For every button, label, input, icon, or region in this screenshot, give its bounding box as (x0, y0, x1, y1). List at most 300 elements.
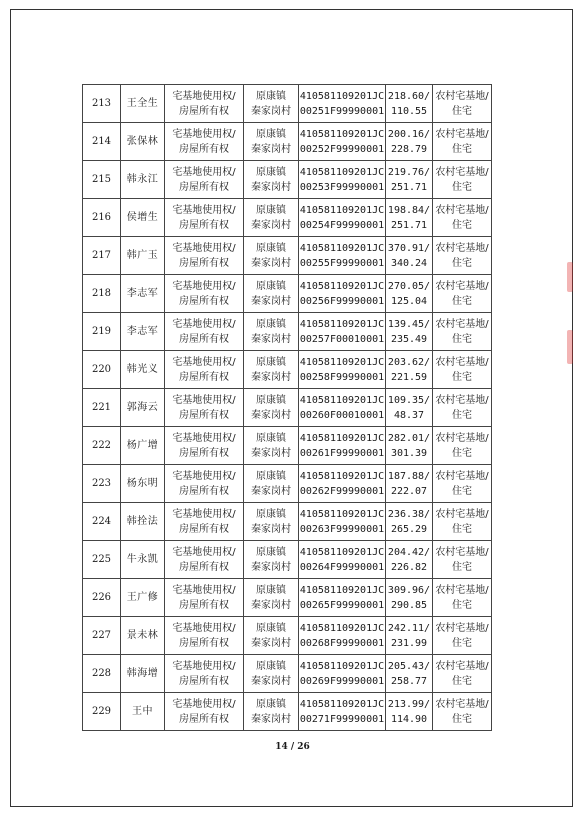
cell-unit-code-line: 00261F99990001 (299, 447, 385, 459)
cell-number: 223 (83, 465, 121, 503)
cell-unit-code-line: 410581109201JC (299, 90, 385, 102)
cell-unit-code (299, 351, 386, 389)
cell-area-line: 242.11/ (387, 622, 431, 634)
cell-right-type-line: 宅基地使用权/ (172, 128, 236, 140)
cell-location-line: 原康镇 (256, 698, 286, 710)
table-row (83, 123, 492, 161)
cell-number: 219 (83, 313, 121, 351)
cell-usage (433, 123, 492, 161)
cell-location-line: 秦家岗村 (251, 523, 291, 535)
cell-area-line: 109.35/ (387, 394, 431, 406)
cell-location-line: 秦家岗村 (251, 561, 291, 573)
cell-usage-line: 农村宅基地/ (435, 242, 489, 254)
cell-owner-name: 郭海云 (121, 389, 165, 427)
cell-location-line: 原康镇 (256, 622, 286, 634)
cell-right-type-line: 宅基地使用权/ (172, 318, 236, 330)
cell-unit-code-line: 410581109201JC (299, 546, 385, 558)
cell-usage (433, 541, 492, 579)
table-row (83, 465, 492, 503)
cell-owner-name: 韩广玉 (121, 237, 165, 275)
cell-usage-line: 农村宅基地/ (435, 166, 489, 178)
cell-area-line: 226.82 (390, 561, 428, 573)
cell-right-type-line: 房屋所有权 (179, 485, 229, 497)
cell-right-type (165, 161, 244, 199)
cell-owner-name: 王中 (121, 693, 165, 731)
cell-usage-line: 农村宅基地/ (435, 128, 489, 140)
cell-usage (433, 579, 492, 617)
cell-unit-code-line: 410581109201JC (299, 128, 385, 140)
cell-unit-code (299, 85, 386, 123)
table-row (83, 161, 492, 199)
table-row (83, 313, 492, 351)
cell-right-type-line: 宅基地使用权/ (172, 280, 236, 292)
cell-area-line: 309.96/ (387, 584, 431, 596)
cell-area-line: 221.59 (390, 371, 428, 383)
cell-usage (433, 465, 492, 503)
cell-owner-name: 杨广增 (121, 427, 165, 465)
cell-location-line: 原康镇 (256, 242, 286, 254)
cell-unit-code (299, 123, 386, 161)
cell-area (386, 199, 433, 237)
cell-unit-code-line: 00252F99990001 (299, 143, 385, 155)
cell-unit-code (299, 161, 386, 199)
cell-owner-name: 景未林 (121, 617, 165, 655)
cell-unit-code-line: 410581109201JC (299, 394, 385, 406)
cell-location (244, 579, 299, 617)
cell-unit-code-line: 00264F99990001 (299, 561, 385, 573)
cell-usage-line: 住宅 (452, 713, 472, 725)
cell-area (386, 313, 433, 351)
cell-usage-line: 农村宅基地/ (435, 584, 489, 596)
cell-usage-line: 住宅 (452, 447, 472, 459)
cell-location (244, 275, 299, 313)
cell-usage (433, 389, 492, 427)
cell-area-line: 203.62/ (387, 356, 431, 368)
cell-usage (433, 503, 492, 541)
cell-number: 224 (83, 503, 121, 541)
cell-unit-code-line: 00257F00010001 (299, 333, 385, 345)
cell-owner-name: 牛永凯 (121, 541, 165, 579)
cell-location (244, 617, 299, 655)
cell-area (386, 503, 433, 541)
cell-area-line: 187.88/ (387, 470, 431, 482)
cell-owner-name: 侯增生 (121, 199, 165, 237)
cell-location-line: 秦家岗村 (251, 675, 291, 687)
cell-location (244, 199, 299, 237)
cell-usage-line: 住宅 (452, 675, 472, 687)
cell-location (244, 503, 299, 541)
cell-area-line: 340.24 (390, 257, 428, 269)
cell-area-line: 370.91/ (387, 242, 431, 254)
cell-usage-line: 住宅 (452, 485, 472, 497)
cell-usage-line: 住宅 (452, 371, 472, 383)
cell-right-type (165, 427, 244, 465)
cell-number: 229 (83, 693, 121, 731)
cell-owner-name: 李志军 (121, 313, 165, 351)
cell-usage-line: 农村宅基地/ (435, 204, 489, 216)
cell-area-line: 222.07 (390, 485, 428, 497)
cell-right-type (165, 123, 244, 161)
cell-area (386, 655, 433, 693)
cell-area-line: 200.16/ (387, 128, 431, 140)
cell-right-type-line: 房屋所有权 (179, 523, 229, 535)
table-row (83, 579, 492, 617)
cell-usage-line: 农村宅基地/ (435, 90, 489, 102)
cell-area (386, 617, 433, 655)
cell-area-line: 265.29 (390, 523, 428, 535)
cell-right-type-line: 房屋所有权 (179, 637, 229, 649)
cell-area-line: 110.55 (390, 105, 428, 117)
cell-area-line: 251.71 (390, 181, 428, 193)
cell-location (244, 427, 299, 465)
cell-right-type (165, 579, 244, 617)
cell-area-line: 301.39 (390, 447, 428, 459)
cell-unit-code-line: 00268F99990001 (299, 637, 385, 649)
cell-number: 218 (83, 275, 121, 313)
cell-location (244, 655, 299, 693)
cell-owner-name: 韩光义 (121, 351, 165, 389)
cell-location (244, 85, 299, 123)
cell-right-type-line: 房屋所有权 (179, 219, 229, 231)
cell-location (244, 693, 299, 731)
cell-area (386, 123, 433, 161)
cell-right-type-line: 房屋所有权 (179, 105, 229, 117)
cell-area-line: 270.05/ (387, 280, 431, 292)
cell-usage-line: 农村宅基地/ (435, 280, 489, 292)
cell-area (386, 541, 433, 579)
cell-unit-code-line: 00269F99990001 (299, 675, 385, 687)
cell-number: 217 (83, 237, 121, 275)
cell-usage-line: 住宅 (452, 219, 472, 231)
table-row (83, 541, 492, 579)
cell-location-line: 原康镇 (256, 584, 286, 596)
cell-usage-line: 住宅 (452, 105, 472, 117)
cell-usage-line: 住宅 (452, 181, 472, 193)
cell-unit-code-line: 00251F99990001 (299, 105, 385, 117)
cell-unit-code-line: 00265F99990001 (299, 599, 385, 611)
cell-owner-name: 李志军 (121, 275, 165, 313)
cell-location-line: 秦家岗村 (251, 257, 291, 269)
cell-number: 213 (83, 85, 121, 123)
table-row (83, 655, 492, 693)
cell-usage-line: 农村宅基地/ (435, 622, 489, 634)
cell-usage (433, 85, 492, 123)
cell-unit-code (299, 199, 386, 237)
cell-location (244, 351, 299, 389)
cell-usage (433, 237, 492, 275)
table-row (83, 351, 492, 389)
cell-area-line: 204.42/ (387, 546, 431, 558)
cell-right-type-line: 房屋所有权 (179, 447, 229, 459)
cell-number: 225 (83, 541, 121, 579)
cell-usage-line: 农村宅基地/ (435, 318, 489, 330)
cell-location (244, 161, 299, 199)
cell-right-type (165, 693, 244, 731)
cell-usage-line: 住宅 (452, 561, 472, 573)
cell-right-type-line: 宅基地使用权/ (172, 622, 236, 634)
cell-number: 226 (83, 579, 121, 617)
red-stamp-mark (567, 262, 573, 292)
cell-area-line: 235.49 (390, 333, 428, 345)
cell-right-type-line: 房屋所有权 (179, 333, 229, 345)
cell-location-line: 秦家岗村 (251, 485, 291, 497)
cell-usage (433, 313, 492, 351)
cell-right-type-line: 宅基地使用权/ (172, 698, 236, 710)
cell-right-type (165, 389, 244, 427)
cell-area-line: 218.60/ (387, 90, 431, 102)
cell-usage-line: 农村宅基地/ (435, 394, 489, 406)
cell-unit-code (299, 275, 386, 313)
cell-location (244, 123, 299, 161)
cell-unit-code (299, 617, 386, 655)
cell-usage (433, 655, 492, 693)
cell-right-type-line: 房屋所有权 (179, 675, 229, 687)
red-stamp-mark (567, 330, 573, 364)
cell-unit-code-line: 410581109201JC (299, 622, 385, 634)
table-row (83, 427, 492, 465)
cell-right-type-line: 房屋所有权 (179, 371, 229, 383)
cell-unit-code-line: 410581109201JC (299, 356, 385, 368)
cell-location (244, 541, 299, 579)
cell-right-type-line: 房屋所有权 (179, 713, 229, 725)
cell-location-line: 秦家岗村 (251, 105, 291, 117)
cell-right-type-line: 宅基地使用权/ (172, 470, 236, 482)
cell-usage-line: 住宅 (452, 637, 472, 649)
cell-area-line: 125.04 (390, 295, 428, 307)
cell-usage (433, 161, 492, 199)
page-number: 14 / 26 (275, 742, 310, 752)
cell-area (386, 161, 433, 199)
cell-area-line: 251.71 (390, 219, 428, 231)
cell-number: 220 (83, 351, 121, 389)
cell-unit-code (299, 655, 386, 693)
cell-right-type-line: 房屋所有权 (179, 295, 229, 307)
cell-right-type (165, 465, 244, 503)
cell-location-line: 秦家岗村 (251, 713, 291, 725)
cell-area (386, 85, 433, 123)
cell-usage-line: 农村宅基地/ (435, 660, 489, 672)
cell-owner-name: 杨东明 (121, 465, 165, 503)
cell-unit-code-line: 00255F99990001 (299, 257, 385, 269)
cell-area (386, 275, 433, 313)
cell-right-type (165, 655, 244, 693)
cell-location-line: 原康镇 (256, 280, 286, 292)
cell-area-line: 258.77 (390, 675, 428, 687)
cell-location-line: 原康镇 (256, 470, 286, 482)
cell-unit-code (299, 503, 386, 541)
cell-unit-code-line: 410581109201JC (299, 204, 385, 216)
cell-usage (433, 693, 492, 731)
cell-location-line: 秦家岗村 (251, 143, 291, 155)
table-row (83, 503, 492, 541)
cell-right-type-line: 房屋所有权 (179, 409, 229, 421)
cell-location-line: 秦家岗村 (251, 447, 291, 459)
cell-location-line: 秦家岗村 (251, 409, 291, 421)
cell-usage-line: 住宅 (452, 257, 472, 269)
cell-right-type-line: 宅基地使用权/ (172, 90, 236, 102)
cell-right-type-line: 宅基地使用权/ (172, 394, 236, 406)
cell-unit-code-line: 410581109201JC (299, 432, 385, 444)
cell-unit-code-line: 410581109201JC (299, 584, 385, 596)
cell-unit-code-line: 00254F99990001 (299, 219, 385, 231)
cell-unit-code-line: 00271F99990001 (299, 713, 385, 725)
cell-right-type-line: 宅基地使用权/ (172, 356, 236, 368)
cell-unit-code-line: 410581109201JC (299, 166, 385, 178)
cell-right-type-line: 房屋所有权 (179, 561, 229, 573)
cell-owner-name: 韩永江 (121, 161, 165, 199)
cell-right-type-line: 房屋所有权 (179, 257, 229, 269)
cell-usage (433, 427, 492, 465)
cell-right-type (165, 541, 244, 579)
cell-area (386, 389, 433, 427)
cell-location (244, 237, 299, 275)
cell-location-line: 原康镇 (256, 318, 286, 330)
cell-unit-code-line: 410581109201JC (299, 318, 385, 330)
cell-unit-code-line: 410581109201JC (299, 660, 385, 672)
cell-right-type-line: 宅基地使用权/ (172, 660, 236, 672)
cell-unit-code-line: 410581109201JC (299, 470, 385, 482)
cell-area (386, 351, 433, 389)
cell-usage (433, 617, 492, 655)
cell-right-type-line: 宅基地使用权/ (172, 508, 236, 520)
cell-usage-line: 农村宅基地/ (435, 432, 489, 444)
cell-right-type-line: 宅基地使用权/ (172, 432, 236, 444)
cell-number: 216 (83, 199, 121, 237)
cell-unit-code-line: 410581109201JC (299, 280, 385, 292)
cell-area-line: 114.90 (390, 713, 428, 725)
cell-right-type (165, 617, 244, 655)
cell-area-line: 282.01/ (387, 432, 431, 444)
cell-usage (433, 351, 492, 389)
cell-number: 215 (83, 161, 121, 199)
cell-usage-line: 农村宅基地/ (435, 698, 489, 710)
cell-area (386, 465, 433, 503)
cell-location-line: 原康镇 (256, 90, 286, 102)
cell-number: 221 (83, 389, 121, 427)
cell-location-line: 原康镇 (256, 546, 286, 558)
cell-number: 222 (83, 427, 121, 465)
cell-unit-code-line: 410581109201JC (299, 508, 385, 520)
cell-location-line: 秦家岗村 (251, 599, 291, 611)
cell-location (244, 313, 299, 351)
cell-area (386, 579, 433, 617)
table-body (83, 85, 492, 731)
cell-usage-line: 农村宅基地/ (435, 356, 489, 368)
table-row (83, 85, 492, 123)
cell-right-type (165, 237, 244, 275)
cell-location-line: 原康镇 (256, 394, 286, 406)
cell-location-line: 秦家岗村 (251, 219, 291, 231)
cell-area-line: 231.99 (390, 637, 428, 649)
cell-owner-name: 张保林 (121, 123, 165, 161)
cell-usage-line: 农村宅基地/ (435, 508, 489, 520)
cell-unit-code-line: 00256F99990001 (299, 295, 385, 307)
cell-owner-name: 王广修 (121, 579, 165, 617)
cell-location (244, 465, 299, 503)
cell-location-line: 原康镇 (256, 356, 286, 368)
cell-area (386, 693, 433, 731)
cell-location-line: 原康镇 (256, 166, 286, 178)
cell-unit-code-line: 00262F99990001 (299, 485, 385, 497)
cell-right-type-line: 房屋所有权 (179, 599, 229, 611)
cell-unit-code-line: 410581109201JC (299, 698, 385, 710)
cell-unit-code-line: 00260F00010001 (299, 409, 385, 421)
cell-right-type-line: 宅基地使用权/ (172, 242, 236, 254)
cell-location-line: 原康镇 (256, 660, 286, 672)
cell-usage-line: 住宅 (452, 409, 472, 421)
cell-usage-line: 住宅 (452, 599, 472, 611)
cell-area-line: 228.79 (390, 143, 428, 155)
cell-right-type-line: 宅基地使用权/ (172, 204, 236, 216)
cell-area (386, 237, 433, 275)
cell-usage-line: 住宅 (452, 523, 472, 535)
cell-right-type (165, 199, 244, 237)
cell-unit-code (299, 465, 386, 503)
cell-location-line: 秦家岗村 (251, 295, 291, 307)
cell-number: 228 (83, 655, 121, 693)
cell-unit-code-line: 00263F99990001 (299, 523, 385, 535)
table-row (83, 199, 492, 237)
cell-unit-code (299, 579, 386, 617)
cell-usage-line: 住宅 (452, 295, 472, 307)
cell-area (386, 427, 433, 465)
cell-usage (433, 275, 492, 313)
cell-unit-code (299, 389, 386, 427)
cell-area-line: 219.76/ (387, 166, 431, 178)
cell-unit-code-line: 00253F99990001 (299, 181, 385, 193)
cell-right-type (165, 503, 244, 541)
cell-usage-line: 住宅 (452, 333, 472, 345)
table-row (83, 693, 492, 731)
cell-number: 227 (83, 617, 121, 655)
cell-location-line: 原康镇 (256, 204, 286, 216)
cell-location-line: 秦家岗村 (251, 181, 291, 193)
cell-right-type (165, 313, 244, 351)
cell-location (244, 389, 299, 427)
cell-location-line: 原康镇 (256, 128, 286, 140)
cell-unit-code (299, 693, 386, 731)
cell-location-line: 秦家岗村 (251, 371, 291, 383)
cell-area-line: 139.45/ (387, 318, 431, 330)
cell-right-type-line: 宅基地使用权/ (172, 166, 236, 178)
cell-unit-code (299, 313, 386, 351)
table-row (83, 389, 492, 427)
cell-unit-code-line: 00258F99990001 (299, 371, 385, 383)
cell-area-line: 213.99/ (387, 698, 431, 710)
cell-right-type (165, 85, 244, 123)
cell-location-line: 秦家岗村 (251, 333, 291, 345)
cell-area-line: 198.84/ (387, 204, 431, 216)
cell-location-line: 原康镇 (256, 508, 286, 520)
cell-usage-line: 农村宅基地/ (435, 470, 489, 482)
property-registry-table (82, 84, 492, 731)
cell-unit-code (299, 237, 386, 275)
cell-usage-line: 农村宅基地/ (435, 546, 489, 558)
cell-location-line: 原康镇 (256, 432, 286, 444)
cell-right-type (165, 275, 244, 313)
cell-area-line: 290.85 (390, 599, 428, 611)
cell-owner-name: 王全生 (121, 85, 165, 123)
cell-area-line: 236.38/ (387, 508, 431, 520)
cell-owner-name: 韩海增 (121, 655, 165, 693)
cell-unit-code (299, 427, 386, 465)
cell-right-type-line: 宅基地使用权/ (172, 584, 236, 596)
cell-location-line: 秦家岗村 (251, 637, 291, 649)
cell-usage-line: 住宅 (452, 143, 472, 155)
cell-right-type-line: 宅基地使用权/ (172, 546, 236, 558)
cell-unit-code-line: 410581109201JC (299, 242, 385, 254)
cell-unit-code (299, 541, 386, 579)
